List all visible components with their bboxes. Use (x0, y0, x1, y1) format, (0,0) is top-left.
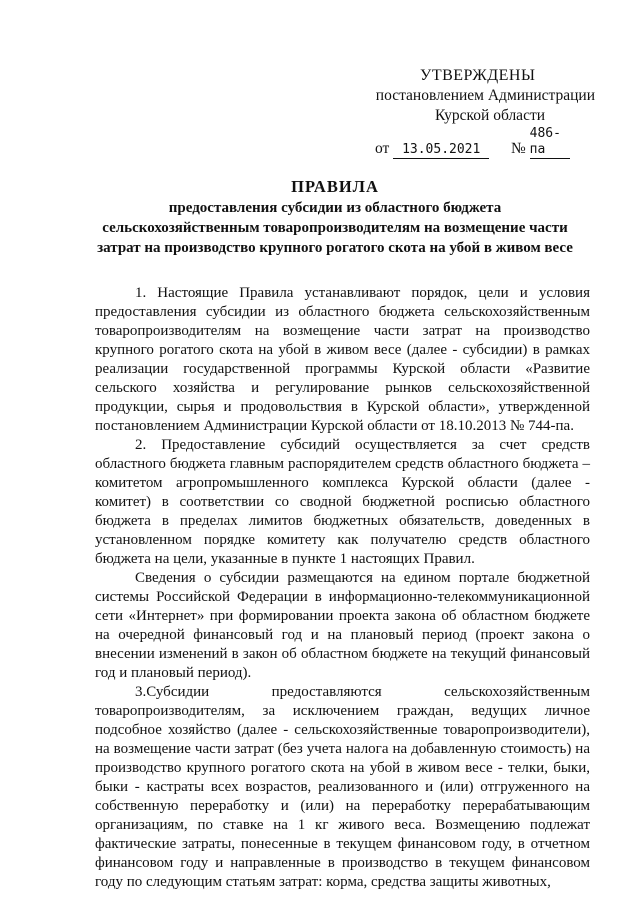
title-line-3: затрат на производство крупного рогатого скота на убой в живом весе (97, 240, 573, 256)
paragraph-2: 2. Предоставление субсидий осуществляется за счет средств областного бюджета главным распорядителем средств областного бюджета – комитетом агропромышленного комплекса Курской области (далее - комитет) в соответствии со сводной бюджетной росписью областного бюджета в пределах лимитов бюджетных обязательств, доведенных в установленном порядке комитету как получателю средств областного бюджета на цели, указанные в пункте 1 настоящих Правил. (95, 437, 590, 567)
approval-line-org: постановлением Администрации (375, 87, 595, 104)
approval-stamp (365, 66, 595, 159)
approval-date-line (365, 126, 595, 159)
paragraph-4: 3.Субсидии предоставляются сельскохозяйственным товаропроизводителям, за исключением граждан, ведущих личное подсобное хозяйство (далее - сельскохозяйственные товаропроизводители), на возмещение части затрат (без учета налога на добавленную стоимость) на производство крупного рогатого скота на убой в живом весе - телки, быки, быки - кастраты всех возрастов, реализованного и (или) отгруженного на собственную переработку и (или) на переработку перерабатывающим организациям, по ставке на 1 кг живого веса. Возмещению подлежат фактические затраты, понесенные в текущем финансовом году, в отчетном финансовом году и направленные в производство в текущем финансовом году по следующим статьям затрат: корма, средства защиты животных, (95, 684, 590, 890)
approval-date-prefix: от (375, 140, 390, 157)
approval-line-region: Курской области (434, 107, 546, 124)
approval-number-prefix: № (510, 140, 526, 157)
paragraph-1: 1. Настоящие Правила устанавливают порядок, цели и условия предоставления субсидии из областного бюджета сельскохозяйственным товаропроизводителям на возмещение части затрат на производство крупного рогатого скота на убой в живом весе (далее - субсидии) в рамках реализации государственной программы Курской области «Развитие сельского хозяйства и регулирование рынков сельскохозяйственной продукции, сырья и продовольствия в Курской области», утвержденной постановлением Администрации Курской области от 18.10.2013 № 744-па. (95, 285, 590, 434)
approval-date: 13.05.2021 (393, 142, 489, 159)
title-main: ПРАВИЛА (291, 177, 379, 196)
approval-number: 486-па (530, 126, 570, 159)
document-body (95, 284, 590, 892)
title-line-1: предоставления субсидии из областного бюджета (168, 200, 502, 216)
document-title (80, 176, 590, 258)
approval-heading: УТВЕРЖДЕНЫ (420, 67, 536, 84)
title-line-2: сельскохозяйственным товаропроизводителям на возмещение части (102, 220, 568, 236)
paragraph-3: Сведения о субсидии размещаются на едином портале бюджетной системы Российской Федерации в информационно-телекоммуникационной сети «Интернет» при формировании проекта закона об областном бюджете на очередной финансовый год и на плановый период (проект закона о внесении изменений в закон об областном бюджете на текущий финансовый год и плановый период). (95, 570, 590, 681)
